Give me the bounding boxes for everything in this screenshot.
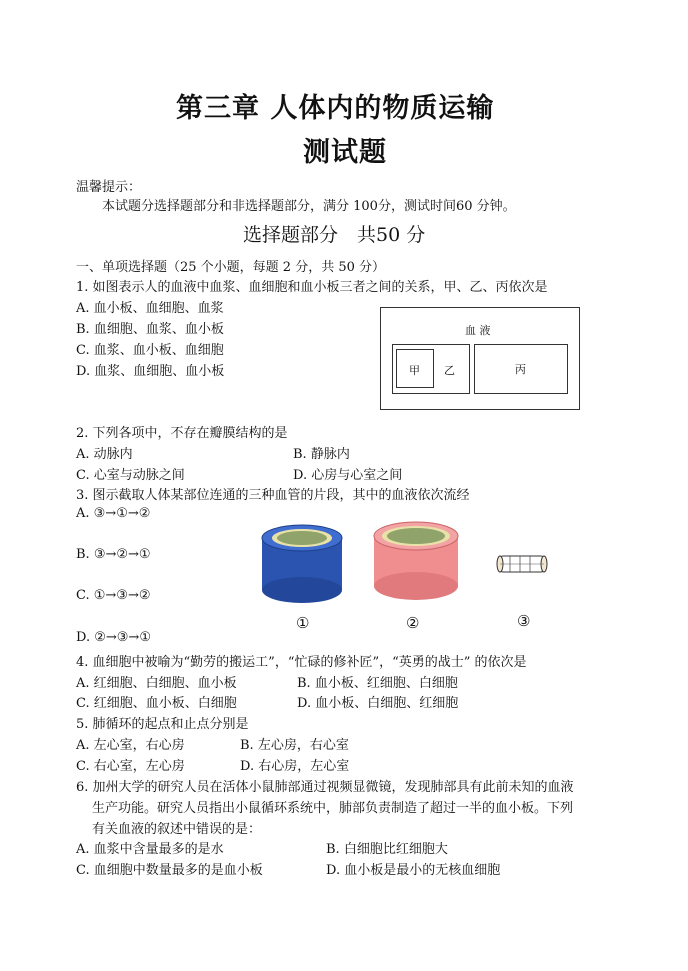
part-heading: 一、单项选择题（25 个小题，每题 2 分，共 50 分） [76, 260, 386, 275]
q4-option-d: D. 血小板、白细胞、红细胞 [297, 696, 459, 711]
q5-option-d: D. 右心房，左心室 [240, 759, 350, 774]
jia-yi-box [392, 344, 470, 394]
q1-option-d: D. 血浆、血细胞、血小板 [76, 364, 225, 379]
q4-stem: 4. 血细胞中被喻为“勤劳的搬运工”，“忙碌的修补匠”，“英勇的战士” 的依次是 [76, 655, 527, 670]
blood-label: 血 液 [465, 324, 491, 337]
vessel-2-vein [374, 522, 458, 600]
vessel-2-label: ② [406, 614, 420, 632]
vessel-3-label: ③ [517, 612, 531, 630]
vessel-illustrations [256, 520, 556, 606]
vessel-1-artery [262, 525, 342, 603]
q2-option-c: C. 心室与动脉之间 [76, 468, 185, 483]
yi-label: 乙 [444, 364, 455, 377]
q3-option-c: C. ①→③→② [76, 588, 151, 603]
notice-label: 温馨提示： [76, 180, 142, 195]
jia-label: 甲 [409, 364, 420, 377]
page-title: 第三章 人体内的物质运输 [176, 93, 495, 124]
section-heading: 选择题部分 共50 分 [243, 224, 426, 246]
q1-option-a: A. 血小板、血细胞、血浆 [76, 301, 224, 316]
q3-option-a: A. ③→①→② [76, 506, 151, 521]
q2-option-d: D. 心房与心室之间 [293, 468, 403, 483]
q5-stem: 5. 肺循环的起点和止点分别是 [76, 717, 249, 732]
q2-option-a: A. 动脉内 [76, 447, 133, 462]
vessel-1-label: ① [296, 614, 310, 632]
q4-option-a: A. 红细胞、白细胞、血小板 [76, 676, 237, 691]
q6-option-a: A. 血浆中含量最多的是水 [76, 842, 224, 857]
vessel-3-capillary [497, 556, 547, 572]
q2-stem: 2. 下列各项中，不存在瓣膜结构的是 [76, 426, 288, 441]
q5-option-b: B. 左心房，右心室 [240, 738, 349, 753]
q5-option-a: A. 左心室，右心房 [76, 738, 185, 753]
q1-stem: 1. 如图表示人的血液中血浆、血细胞和血小板三者之间的关系，甲、乙、丙依次是 [76, 280, 548, 295]
q1-option-b: B. 血细胞、血浆、血小板 [76, 322, 224, 337]
q6-option-b: B. 白细胞比红细胞大 [326, 842, 448, 857]
bing-box [474, 344, 568, 394]
q6-option-d: D. 血小板是最小的无核血细胞 [326, 863, 501, 878]
jia-box [396, 349, 434, 388]
q6-stem-line-1: 6. 加州大学的研究人员在活体小鼠肺部通过视频显微镜，发现肺部具有此前未知的血液 [76, 780, 574, 795]
q3-stem: 3. 图示截取人体某部位连通的三种血管的片段，其中的血液依次流经 [76, 488, 470, 503]
q3-option-d: D. ②→③→① [76, 630, 151, 645]
blood-diagram [380, 307, 580, 410]
page-subtitle: 测试题 [303, 137, 387, 168]
q4-option-c: C. 红细胞、血小板、白细胞 [76, 696, 237, 711]
q4-option-b: B. 血小板、红细胞、白细胞 [297, 676, 458, 691]
notice-text: 本试题分选择题部分和非选择题部分，满分 100分，测试时间60 分钟。 [102, 199, 516, 214]
q6-stem-line-2: 生产功能。研究人员指出小鼠循环系统中，肺部负责制造了超过一半的血小板。下列 [92, 801, 574, 816]
q5-option-c: C. 右心室，左心房 [76, 759, 185, 774]
q3-option-b: B. ③→②→① [76, 547, 151, 562]
bing-label: 丙 [515, 363, 526, 376]
q6-stem-line-3: 有关血液的叙述中错误的是： [92, 822, 262, 837]
q1-option-c: C. 血浆、血小板、血细胞 [76, 343, 224, 358]
q2-option-b: B. 静脉内 [293, 447, 350, 462]
q6-option-c: C. 血细胞中数量最多的是血小板 [76, 863, 263, 878]
